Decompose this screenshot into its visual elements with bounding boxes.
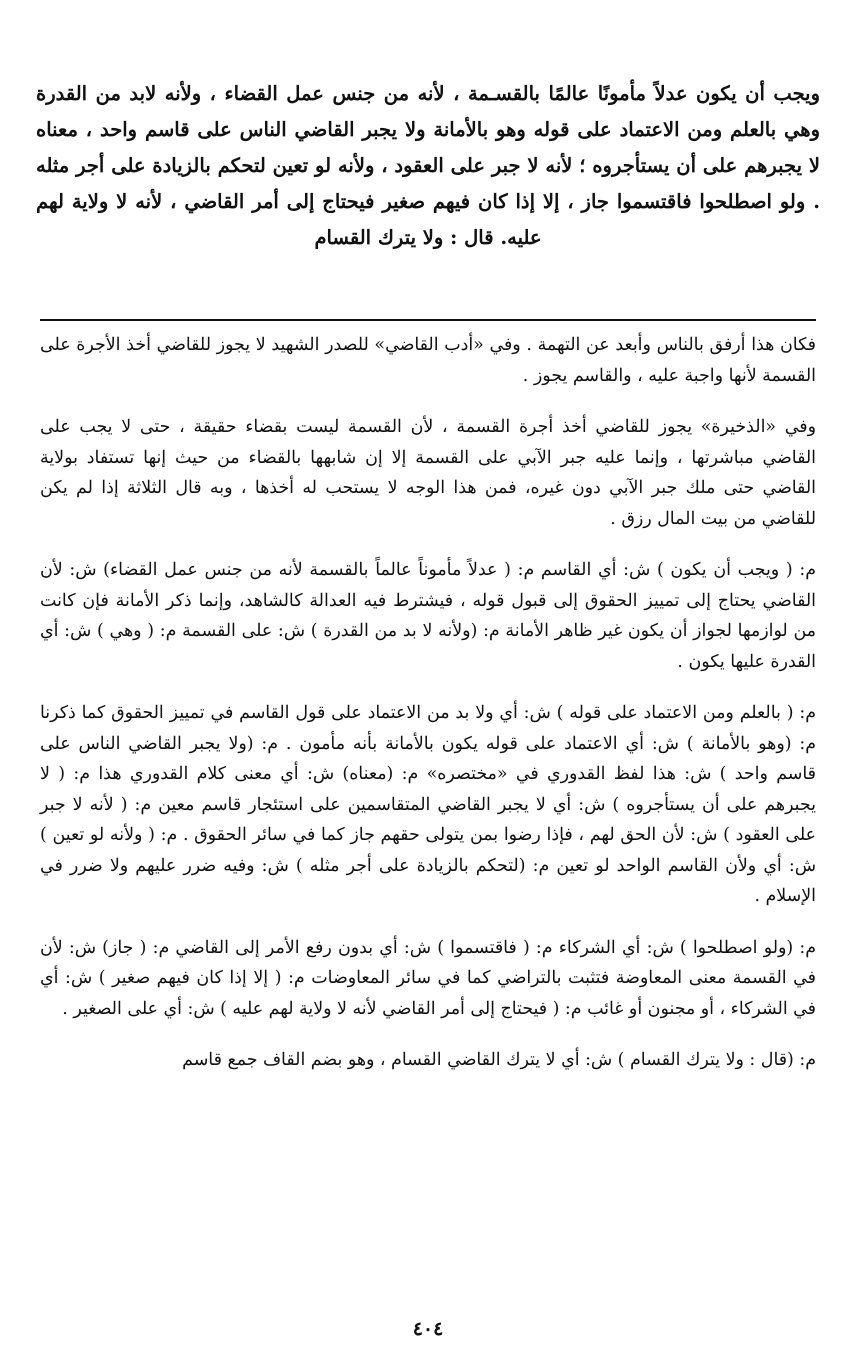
commentary-section — [40, 330, 816, 1097]
commentary-paragraph: م: (ولو اصطلحوا ) ش: أي الشركاء م: ( فاقتسموا ) ش: أي بدون رفع الأمر إلى القاضي م: ( جاز) ش: لأن في القسمة معنى المعاوضة فتثبت بالتراضي كما في سائر المعاوضات م: ( إلا إذا كان فيهم صغير ) ش: أي في الشركاء ، أو مجنون أو غائب م: ( فيحتاج إلى أمر القاضي لأنه لا ولاية لهم عليه ) ش: أي على الصغير . — [40, 937, 816, 1019]
section-divider — [40, 319, 816, 321]
commentary-paragraph: م: ( بالعلم ومن الاعتماد على قوله ) ش: أي ولا بد من الاعتماد على قول القاسم في تمييز الحقوق كما ذكرنا م: (وهو بالأمانة ) ش: أي الاعتماد على قوله يكون بالأمانة بأنه مأمون . م: (ولا يجبر القاضي الناس على قاسم واحد ) ش: هذا لفظ القدوري في «مختصره» م: (معناه) ش: أي معنى كلام القدوري هذا م: ( لا يجبرهم على أن يستأجروه ) ش: أي لا يجبر القاضي المتقاسمين على استئجار قاسم معين م: ( لأنه لا جبر على العقود ) ش: لأن الحق لهم ، فإذا رضوا بمن يتولى حقهم جاز كما في سائر الحقوق . م: ( ولأنه لو تعين ) ش: أي ولأن القاسم الواحد لو تعين م: (لتحكم بالزيادة على أجر مثله ) ش: وفيه ضرر عليهم ولا ضرر في الإسلام . — [40, 703, 816, 906]
page-number: ٤٠٤ — [412, 1318, 444, 1340]
commentary-paragraph: وفي «الذخيرة» يجوز للقاضي أخذ أجرة القسمة ، لأن القسمة ليست بقضاء حقيقة ، حتى لا يجب على القاضي مباشرتها ، وإنما عليه جبر الآبي على القسمة إلا إن شابهها بالقضاء من حيث إنها تستفاد بولاية القاضي حتى ملك جبر الآبي دون غيره، فمن هذا الوجه لا يستحب له أخذها ، وبه قال الثلاثة إذا لم يكن للقاضي من بيت المال رزق . — [40, 417, 816, 529]
commentary-paragraph: م: ( ويجب أن يكون ) ش: أي القاسم م: ( عدلاً مأموناً عالماً بالقسمة لأنه من جنس عمل القضاء) ش: لأن القاضي يحتاج إلى تمييز الحقوق إلى قبول قوله ، فيشترط فيه العدالة كالشاهد، وإنما ذكر الأمانة فإن كانت من لوازمها لجواز أن يكون غير ظاهر الأمانة م: (ولأنه لا بد من القدرة ) ش: على القسمة م: ( وهي ) ش: أي القدرة عليها يكون . — [40, 560, 816, 672]
commentary-paragraph: فكان هذا أرفق بالناس وأبعد عن التهمة . وفي «أدب القاضي» للصدر الشهيد لا يجوز للقاضي أخذ الأجرة على القسمة لأنها واجبة عليه ، والقاسم يجوز . — [40, 335, 816, 386]
commentary-paragraph: م: (قال : ولا يترك القسام ) ش: أي لا يترك القاضي القسام ، وهو بضم القاف جمع قاسم — [182, 1050, 816, 1070]
main-text: ويجب أن يكون عدلاً مأمونًا عالمًا بالقسـمة ، لأنه من جنس عمل القضاء ، ولأنه لابد من القدرة وهي بالعلم ومن الاعتماد على قوله وهو بالأمانة ولا يجبر القاضي الناس على قاسم واحد ، معناه لا يجبرهم على أن يستأجروه ؛ لأنه لا جبر على العقود ، ولأنه لو تعين لتحكم بالزيادة على أجر مثله . ولو اصطلحوا فاقتسموا جاز ، إلا إذا كان فيهم صغير فيحتاج إلى أمر القاضي ، لأنه لا ولاية لهم عليه. قال : ولا يترك القسام — [36, 82, 820, 249]
